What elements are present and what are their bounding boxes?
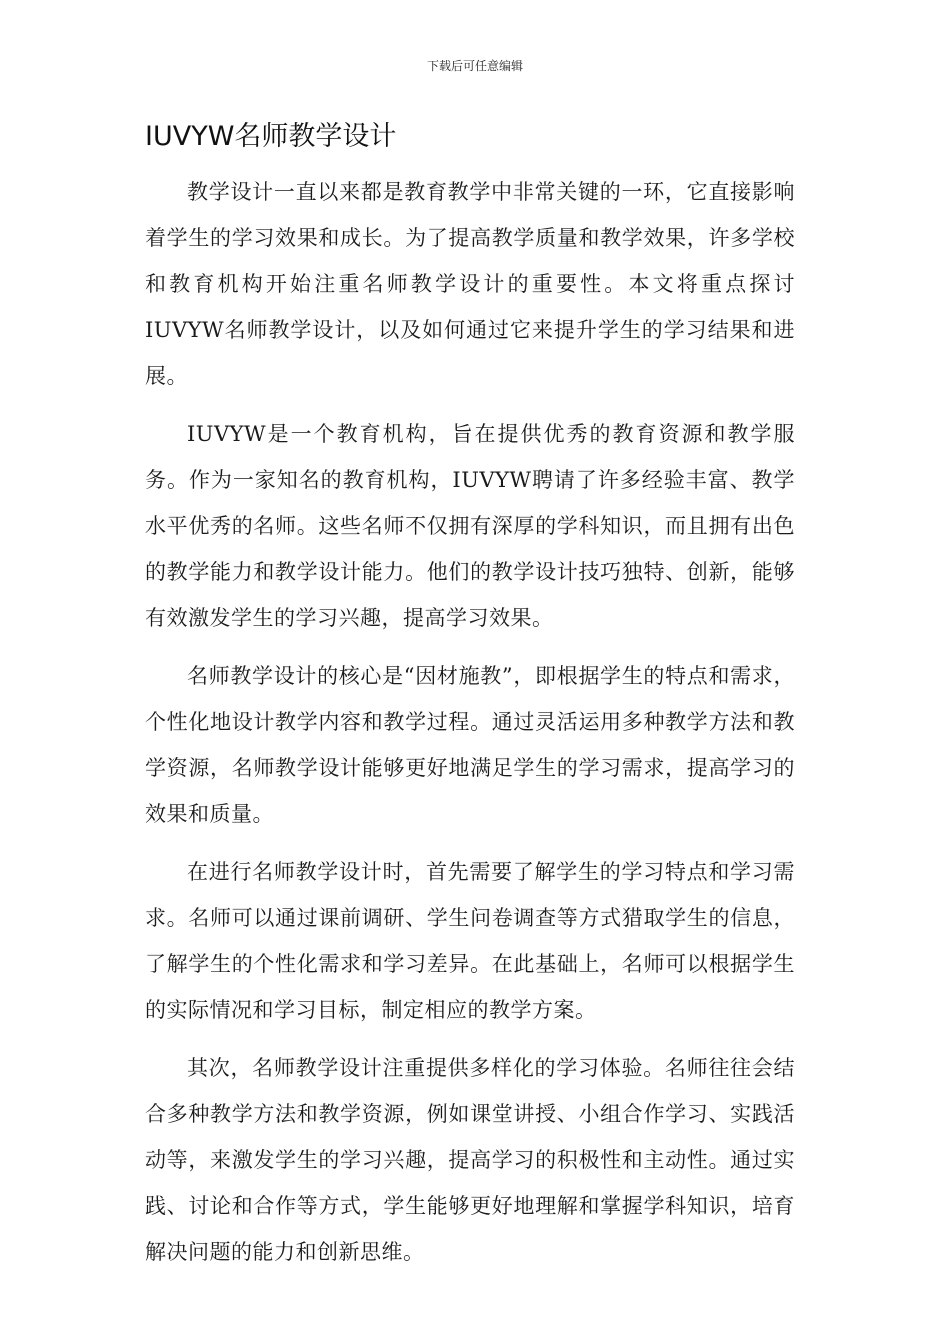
paragraph-3: 名师教学设计的核心是“因材施教”，即根据学生的特点和需求，个性化地设计教学内容和教学过程。通过灵活运用多种教学方法和教学资源，名师教学设计能够更好地满足学生的学习需求，提高学习的效果和质量。	[145, 664, 795, 826]
document-title: IUVYW名师教学设计	[145, 121, 397, 152]
paragraph-5: 其次，名师教学设计注重提供多样化的学习体验。名师往往会结合多种教学方法和教学资源，例如课堂讲授、小组合作学习、实践活动等，来激发学生的学习兴趣，提高学习的积极性和主动性。通过实践、讨论和合作等方式，学生能够更好地理解和掌握学科知识，培育解决问题的能力和创新思维。	[145, 1056, 795, 1264]
paragraph-4: 在进行名师教学设计时，首先需要了解学生的学习特点和学习需求。名师可以通过课前调研、学生问卷调查等方式猎取学生的信息，了解学生的个性化需求和学习差异。在此基础上，名师可以根据学生的实际情况和学习目标，制定相应的教学方案。	[145, 860, 795, 1022]
document-page	[145, 115, 795, 1287]
paragraph-1: 教学设计一直以来都是教育教学中非常关键的一环，它直接影响着学生的学习效果和成长。为了提高教学质量和教学效果，许多学校和教育机构开始注重名师教学设计的重要性。本文将重点探讨IUVYW名师教学设计，以及如何通过它来提升学生的学习结果和进展。	[145, 180, 795, 388]
paragraph-2: IUVYW是一个教育机构，旨在提供优秀的教育资源和教学服务。作为一家知名的教育机构，IUVYW聘请了许多经验丰富、教学水平优秀的名师。这些名师不仅拥有深厚的学科知识，而且拥有出色的教学能力和教学设计能力。他们的教学设计技巧独特、创新，能够有效激发学生的学习兴趣，提高学习效果。	[145, 422, 795, 630]
header-note: 下载后可任意编辑	[426, 59, 523, 73]
